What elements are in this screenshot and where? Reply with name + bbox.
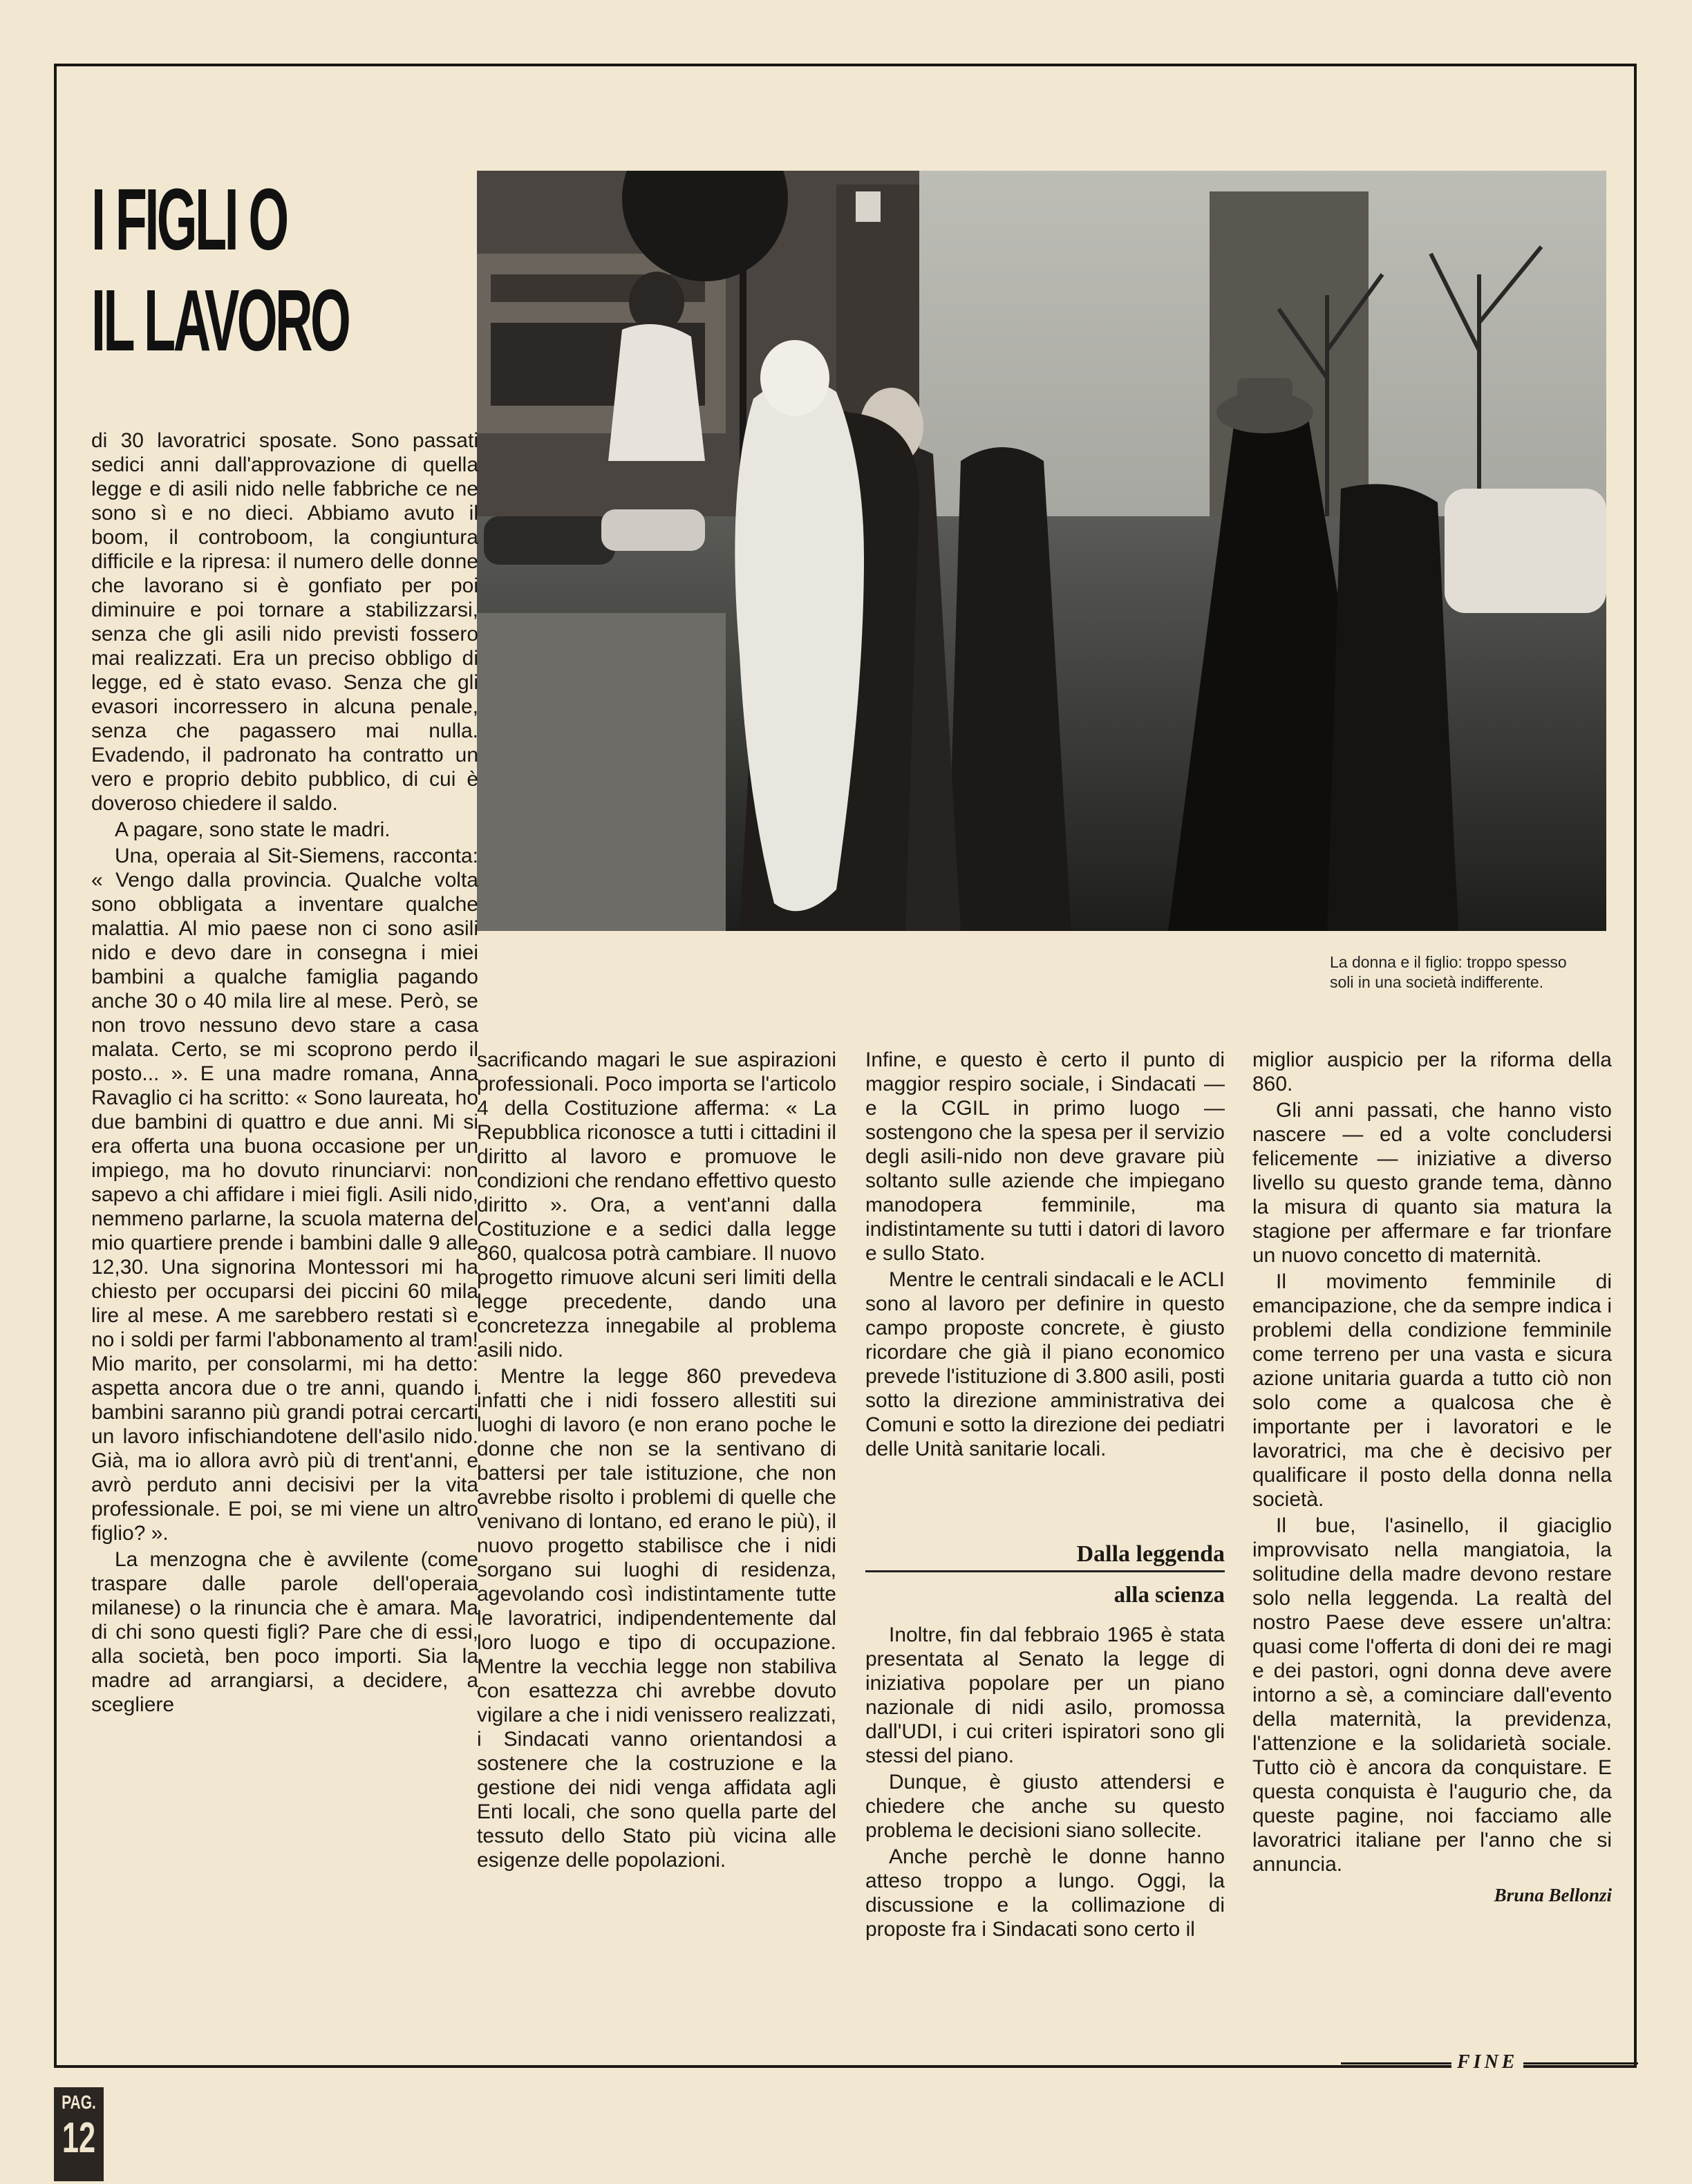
end-mark [1341,2051,1638,2072]
paragraph: di 30 lavoratrici sposate. Sono passati sedici anni dall'approvazione di quella legge e di asili nido nelle fabbriche ce ne sono sì e no dieci. Abbiamo avuto il boom, il controboom, la congiuntura difficile e la ripresa: il numero delle donne che lavorano si è gonfiato per poi diminuire e poi tornare a stabilizzarsi, senza che gli asili nido previsti fossero mai realizzati. Era un preciso obbligo di legge, ed è stato evaso. Senza che gli evasori incorressero in alcuna penale, senza che pagassero mai nulla. Evadendo, il padronato ha contratto un vero e proprio debito pubblico, di cui è doveroso chiedere il saldo. [91,429,478,815]
paragraph: Inoltre, fin dal febbraio 1965 è stata presentata al Senato la legge di iniziativa popolare per un piano nazionale di nidi asilo, promossa dall'UDI, i cui criteri ispiratori sono gli stessi del piano. [865,1623,1225,1767]
subheading-line-1: Dalla leggenda [1076,1541,1225,1567]
paragraph: sacrificando magari le sue aspirazioni professionali. Poco importa se l'articolo 4 della Costituzione afferma: « La Repubblica riconosce a tutti i cittadini il diritto al lavoro e promuove le condizioni che rendano effettivo questo diritto ». Ora, a vent'anni dalla Costituzione e a sedici dalla legge 860, qualcosa potrà cambiare. Il nuovo progetto rimuove alcuni seri limiti della legge precedente, dando una concretezza innegabile al problema asili nido. [477,1048,836,1362]
headline-line-1: I FIGLI O [91,171,287,268]
paragraph: miglior auspicio per la riforma della 860. [1252,1048,1612,1095]
article-headline [91,169,348,371]
paragraph: Gli anni passati, che hanno visto nascere — ed a volte concludersi felicemente — iniziative a diverso livello su questo grande tema, dànno la misura di quanto sia matura la stagione per affermare e far trionfare un nuovo concetto di maternità. [1252,1099,1612,1267]
text-column-4 [1252,1048,1612,1908]
paragraph: Infine, e questo è certo il punto di maggior respiro sociale, i Sindacati — e la CGIL in primo luogo — sostengono che la spesa per il servizio degli asili-nido non deve gravare più soltanto sulle aziende che impiegano manodopera femminile, ma indistintamente su tutti i datori di lavoro e sullo Stato. [865,1048,1225,1265]
text-column-3 [865,1048,1225,1463]
paragraph: La menzogna che è avvilente (come traspare dalle parole dell'operaia milanese) o la rinuncia che è amara. Ma di chi sono questi figli? Pare che di essi, alla società, ben poco importi. Sia la madre ad arrangiarsi, a decidere, a scegliere [91,1548,478,1716]
section-subheading-line-2: alla scienza [1113,1583,1225,1608]
page-label: PAG. [62,2091,96,2113]
text-column-1 [91,429,478,1719]
headline-line-2: IL LAVORO [91,272,349,369]
paragraph: Il bue, l'asinello, il giaciglio improvvisato nella mangiatoia, la solitudine della madre devono restare solo nella leggenda. La realtà del nostro Paese deve essere un'altra: quasi come l'offerta di doni dei re magi e dei pastori, ogni donna deve avere intorno a sè, a cominciare dall'evento della maternità, la previdenza, l'attenzione e la solidarietà sociale. Tutto ciò è ancora da conquistare. E questa conquista è l'augurio che, da queste pagine, noi facciamo alle lavoratrici italiane per l'anno che si annuncia. [1252,1514,1612,1876]
text-column-3-continued [865,1623,1225,1943]
paragraph: Mentre le centrali sindacali e le ACLI sono al lavoro per definire in questo campo proposte concrete, è giusto ricordare che già il piano economico prevede l'istituzione di 3.800 asili, posti sotto la direzione amministrativa dei Comuni e sotto la direzione dei pediatri delle Unità sanitarie locali. [865,1268,1225,1460]
street-scene-photo-illustration [477,171,1606,931]
paragraph: Una, operaia al Sit-Siemens, racconta: « Vengo dalla provincia. Qualche volta sono obbligata a inventare qualche malattia. Al mio paese non ci sono asili nido e devo dare in consegna i miei bambini a qualche famiglia pagando anche 30 o 40 mila lire al mese. Però, se non trovo nessuno devo stare a casa malata. Certo, se mi scoprono perdo il posto... ». E una madre romana, Anna Ravaglio ci ha scritto: « Sono laureata, ho due bambini di quattro e due anni. Mi si era offerta una buona occasione per un impiego, ma ho dovuto rinunciarvi: non sapevo a chi affidare i miei figli. Asili nido, nemmeno parlarne, la scuola materna del mio quartiere prende i bambini dalle 9 alle 12,30. Una signorina Montessori mi ha chiesto per occuparsi dei piccini 60 mila lire al mese. A me sarebbero restati sì e no i soldi per farmi l'abbonamento al tram! Mio marito, per consolarmi, mi ha detto: aspetta ancora due o tre anni, quando i bambini saranno più grandi potrai cercarti un lavoro infischiandotene dell'asilo nido. Già, ma io allora avrò più di trent'anni, e avrò perduto anni decisivi per la vita professionale. E poi, se mi viene un altro figlio? ». [91,845,478,1545]
paragraph: Mentre la legge 860 prevedeva infatti che i nidi fossero allestiti sui luoghi di lavoro (e non erano poche le donne che non se la sentivano di battersi per tale istituzione, che non avrebbe risolto i problemi di quelle che venivano di lontano, ed erano le più), il nuovo progetto stabilisce che i nidi sorgano sui luoghi di residenza, agevolando così indistintamente tutte le lavoratrici, indipendentemente dal loro luogo e tipo di occupazione. Mentre la vecchia legge non stabiliva con esattezza chi avrebbe dovuto vigilare a che i nidi venissero realizzati, i Sindacati vanno orientandosi a sostenere che la costruzione e la gestione dei nidi venga affidata agli Enti locali, che sono quella parte del tessuto dello Stato più vicina alle esigenze delle popolazioni. [477,1365,836,1872]
section-subheading [865,1541,1225,1572]
paragraph: A pagare, sono state le madri. [115,818,391,841]
author-signature: Bruna Bellonzi [1494,1885,1612,1905]
photo-caption [1330,952,1613,992]
article-photo [477,171,1606,931]
paragraph: Dunque, è giusto attendersi e chiedere che anche su questo problema le decisioni siano sollecite. [865,1771,1225,1842]
end-word: FINE [1451,2051,1523,2073]
paragraph: Anche perchè le donne hanno atteso troppo a lungo. Oggi, la discussione e la collimazione di proposte fra i Sindacati sono certo il [865,1845,1225,1941]
text-column-2 [477,1048,836,1874]
paragraph: Il movimento femminile di emancipazione, che da sempre indica i problemi della condizione femminile come terreno per una vasta e sicura azione unitaria guarda a tutto ciò non solo come a qualcosa che è importante per i lavoratori e le lavoratrici, ma che è decisivo per qualificare il posto della donna nella società. [1252,1270,1612,1511]
caption-line-2: soli in una società indifferente. [1330,973,1543,991]
page-number: 12 [62,2114,96,2162]
page-number-box [54,2087,104,2181]
caption-line-1: La donna e il figlio: troppo spesso [1330,953,1567,971]
